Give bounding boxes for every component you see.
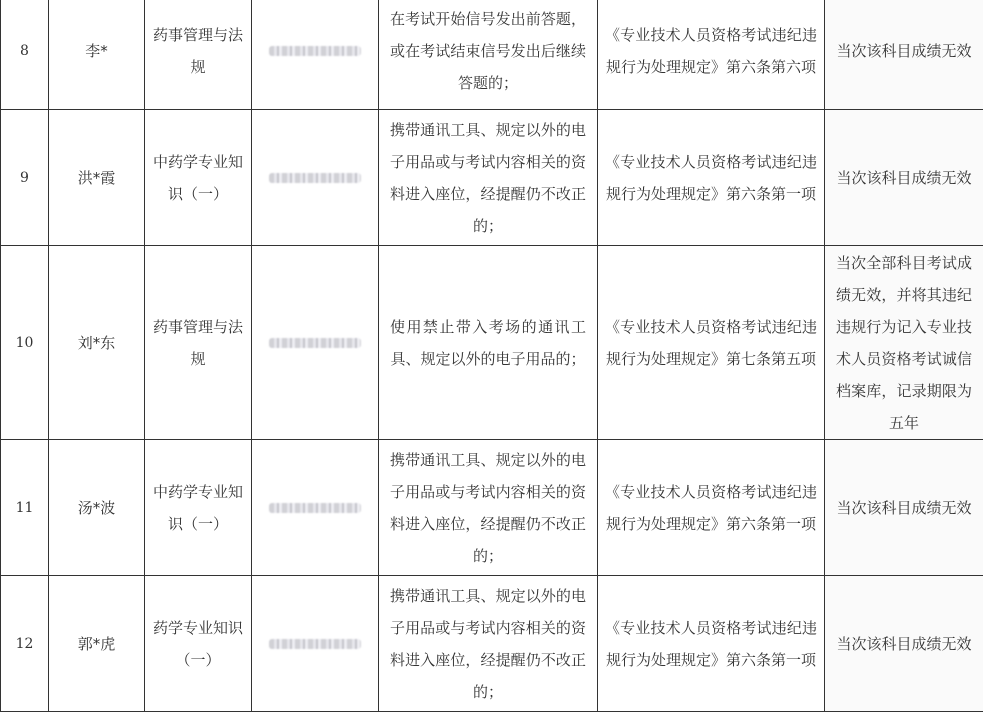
redaction-blur <box>269 639 361 649</box>
candidate-name: 洪*霞 <box>49 110 145 246</box>
exam-subject: 药事管理与法规 <box>145 0 252 110</box>
candidate-name: 刘*东 <box>49 246 145 440</box>
table-row <box>1 440 983 576</box>
id-number-redacted <box>252 110 379 246</box>
candidate-name: 郭*虎 <box>49 576 145 712</box>
exam-subject: 药事管理与法规 <box>145 246 252 440</box>
regulation-reference: 《专业技术人员资格考试违纪违规行为处理规定》第七条第五项 <box>598 246 825 440</box>
row-index: 10 <box>1 246 49 440</box>
regulation-reference: 《专业技术人员资格考试违纪违规行为处理规定》第六条第一项 <box>598 440 825 576</box>
regulation-reference: 《专业技术人员资格考试违纪违规行为处理规定》第六条第六项 <box>598 0 825 110</box>
penalty: 当次该科目成绩无效 <box>825 110 983 246</box>
row-index: 12 <box>1 576 49 712</box>
table-row <box>1 246 983 440</box>
candidate-name: 李* <box>49 0 145 110</box>
id-number-redacted <box>252 576 379 712</box>
id-number-redacted <box>252 440 379 576</box>
redaction-blur <box>269 173 361 183</box>
row-index: 8 <box>1 0 49 110</box>
exam-subject: 中药学专业知识（一） <box>145 110 252 246</box>
id-number-redacted <box>252 246 379 440</box>
exam-subject: 药学专业知识（一） <box>145 576 252 712</box>
violation-description: 使用禁止带入考场的通讯工具、规定以外的电子用品的； <box>379 246 598 440</box>
table-row <box>1 110 983 246</box>
violation-description: 在考试开始信号发出前答题，或在考试结束信号发出后继续答题的； <box>379 0 598 110</box>
penalty: 当次该科目成绩无效 <box>825 0 983 110</box>
row-index: 9 <box>1 110 49 246</box>
violation-description: 携带通讯工具、规定以外的电子用品或与考试内容相关的资料进入座位，经提醒仍不改正的； <box>379 440 598 576</box>
id-number-redacted <box>252 0 379 110</box>
regulation-reference: 《专业技术人员资格考试违纪违规行为处理规定》第六条第一项 <box>598 576 825 712</box>
table-row <box>1 0 983 110</box>
penalty: 当次全部科目考试成绩无效，并将其违纪违规行为记入专业技术人员资格考试诚信档案库，记录期限为五年 <box>825 246 983 440</box>
table-row <box>1 576 983 712</box>
violation-description: 携带通讯工具、规定以外的电子用品或与考试内容相关的资料进入座位，经提醒仍不改正的； <box>379 576 598 712</box>
redaction-blur <box>269 338 361 348</box>
redaction-blur <box>269 503 361 513</box>
exam-subject: 中药学专业知识（一） <box>145 440 252 576</box>
penalty: 当次该科目成绩无效 <box>825 576 983 712</box>
redaction-blur <box>269 46 361 56</box>
row-index: 11 <box>1 440 49 576</box>
regulation-reference: 《专业技术人员资格考试违纪违规行为处理规定》第六条第一项 <box>598 110 825 246</box>
violation-description: 携带通讯工具、规定以外的电子用品或与考试内容相关的资料进入座位，经提醒仍不改正的； <box>379 110 598 246</box>
penalty: 当次该科目成绩无效 <box>825 440 983 576</box>
candidate-name: 汤*波 <box>49 440 145 576</box>
